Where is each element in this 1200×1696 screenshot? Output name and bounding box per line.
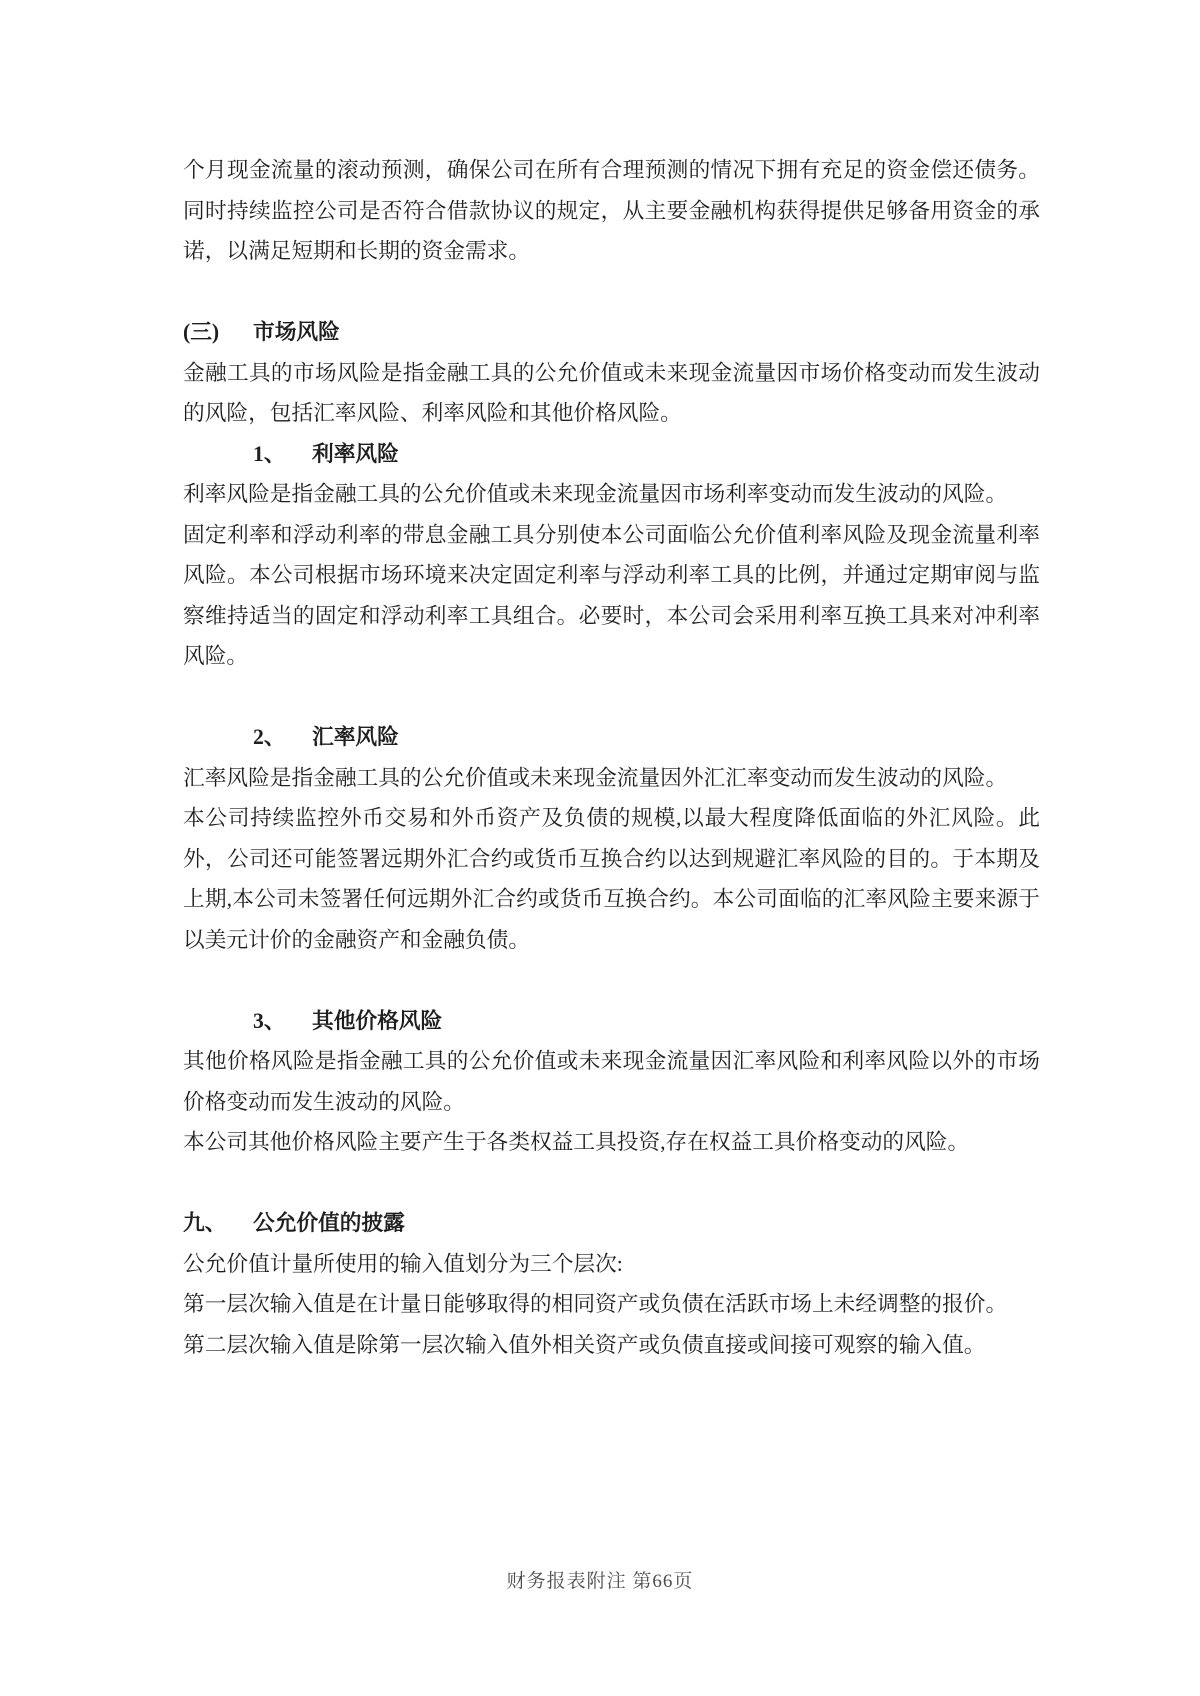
section-heading-market-risk xyxy=(183,312,1040,353)
page-content xyxy=(183,150,1040,1365)
paragraph: 其他价格风险是指金融工具的公允价值或未来现金流量因汇率风险和利率风险以外的市场价格变动而发生波动的风险。 xyxy=(183,1049,1040,1114)
subsection-number: 2、 xyxy=(253,725,286,749)
paragraph: 汇率风险是指金融工具的公允价值或未来现金流量因外汇汇率变动而发生波动的风险。 xyxy=(183,765,1008,790)
paragraph: 本公司其他价格风险主要产生于各类权益工具投资,存在权益工具价格变动的风险。 xyxy=(183,1130,970,1154)
section-label: 九、 xyxy=(183,1211,227,1235)
subsection-interest-rate-risk xyxy=(183,434,1040,677)
section-market-risk xyxy=(183,312,1040,1163)
paragraph: 固定利率和浮动利率的带息金融工具分别使本公司面临公允价值利率风险及现金流量利率风险。本公司根据市场环境来决定固定利率与浮动利率工具的比例，并通过定期审阅与监察维持适当的固定和浮动利率工具组合。必要时，本公司会采用利率互换工具来对冲利率风险。 xyxy=(183,522,1040,668)
section-label: (三) xyxy=(183,320,220,344)
section-heading-fair-value xyxy=(183,1203,1040,1244)
paragraph: 公允价值计量所使用的输入值划分为三个层次: xyxy=(183,1251,623,1276)
paragraph-liquidity-continuation: 个月现金流量的滚动预测，确保公司在所有合理预测的情况下拥有充足的资金偿还债务。同时持续监控公司是否符合借款协议的规定，从主要金融机构获得提供足够备用资金的承诺，以满足短期和长期的资金需求。 xyxy=(183,158,1040,263)
paragraph: 本公司持续监控外币交易和外币资产及负债的规模,以最大程度降低面临的外汇风险。此外，公司还可能签署远期外汇合约或货币互换合约以达到规避汇率风险的目的。于本期及上期,本公司未签署任何远期外汇合约或货币互换合约。本公司面临的汇率风险主要来源于以美元计价的金融资产和金融负债。 xyxy=(183,806,1040,952)
subsection-heading-other-price xyxy=(253,1001,1040,1042)
section-fair-value-disclosure xyxy=(183,1203,1040,1365)
subsection-number: 3、 xyxy=(253,1008,286,1033)
paragraph: 第一层次输入值是在计量日能够取得的相同资产或负债在活跃市场上未经调整的报价。 xyxy=(183,1292,1008,1316)
subsection-number: 1、 xyxy=(253,441,286,466)
subsection-heading-interest-rate xyxy=(253,434,1040,475)
paragraph-market-risk-lead: 金融工具的市场风险是指金融工具的公允价值或未来现金流量因市场价格变动而发生波动的风险，包括汇率风险、利率风险和其他价格风险。 xyxy=(183,360,1040,425)
paragraph: 第二层次输入值是除第一层次输入值外相关资产或负债直接或间接可观察的输入值。 xyxy=(183,1332,986,1357)
page-footer: 财务报表附注 第66页 xyxy=(506,1571,694,1592)
subsection-title: 汇率风险 xyxy=(312,725,399,749)
subsection-heading-exchange-rate xyxy=(253,717,1040,758)
subsection-title: 其他价格风险 xyxy=(312,1008,443,1033)
section-title: 市场风险 xyxy=(253,320,340,344)
subsection-other-price-risk xyxy=(183,1001,1040,1163)
section-title: 公允价值的披露 xyxy=(253,1211,405,1235)
paragraph: 利率风险是指金融工具的公允价值或未来现金流量因市场利率变动而发生波动的风险。 xyxy=(183,482,1008,506)
subsection-title: 利率风险 xyxy=(312,441,399,466)
subsection-exchange-rate-risk xyxy=(183,717,1040,960)
